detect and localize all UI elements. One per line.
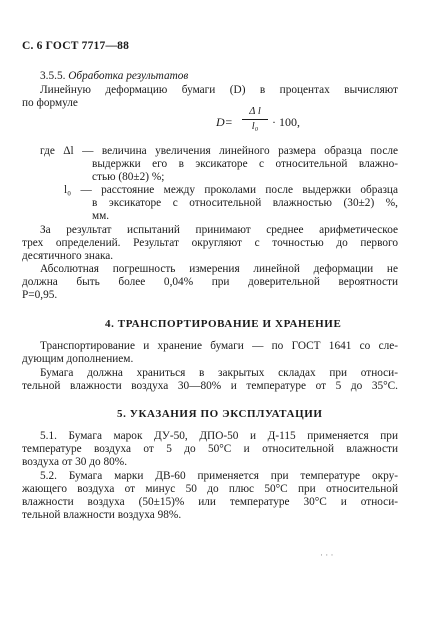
paragraph-line: За результат испытаний принимают среднее арифметическое (40, 224, 398, 236)
definition-line: мм. (92, 210, 110, 222)
definition-line: где Δl — величина увеличения линейного размера образца после (40, 145, 398, 157)
page-header: С. 6 ГОСТ 7717—88 (22, 40, 130, 52)
footer-mark: · · · (320, 550, 334, 560)
formula-denominator: l₀ (251, 121, 259, 132)
paragraph-line: тельной влажности воздуха 98%. (22, 509, 182, 521)
section-heading: 4. ТРАНСПОРТИРОВАНИЕ И ХРАНЕНИЕ (105, 318, 342, 330)
formula-numerator: Δ l (249, 106, 261, 117)
formula-rhs: · 100, (272, 115, 300, 129)
fraction-bar (242, 119, 268, 120)
paragraph-line: 5.1. Бумага марок ДУ-50, ДПО-50 и Д-115 применяется при (40, 430, 398, 442)
paragraph-line: жающего воздуха от минус 50 до плюс 50°С при относительной (22, 483, 398, 495)
paragraph-line: трех определений. Результат округляют с точностью до первого (22, 237, 398, 249)
paragraph-line: Линейную деформацию бумаги (D) в процентах вычисляют (40, 84, 398, 96)
paragraph-line: Транспортирование и хранение бумаги — по ГОСТ 1641 со сле- (40, 340, 398, 352)
section-number: 3.5.5. (40, 70, 66, 82)
definition-line: выдержки его в эксикаторе с относительной влажно- (92, 158, 398, 170)
paragraph-line: дующим дополнением. (22, 353, 134, 365)
paragraph-line: Бумага должна храниться в закрытых складах при относи- (40, 367, 398, 379)
section-title-line (40, 70, 188, 83)
definition-line: l₀ — расстояние между проколами после выдержки образца (64, 184, 398, 196)
paragraph-line: P=0,95. (22, 289, 58, 301)
paragraph-line: тельной влажности воздуха 30—80% и температуре от 5 до 35°С. (22, 380, 398, 392)
paragraph-line: Абсолютная погрешность измерения линейной деформации не (40, 263, 398, 275)
paragraph-line: по формуле (22, 97, 78, 109)
paragraph-line: температуре воздуха от 5 до 50°С и относительной влажности (22, 443, 398, 455)
formula-lhs: D= (216, 115, 233, 129)
definition-line: стью (80±2) %; (92, 171, 165, 183)
formula (216, 106, 346, 140)
section-heading: 5. УКАЗАНИЯ ПО ЭКСПЛУАТАЦИИ (117, 408, 323, 420)
paragraph-line: 5.2. Бумага марки ДВ-60 применяется при температуре окру- (40, 470, 398, 482)
paragraph-line: должна быть более 0,04% при доверительной вероятности (22, 276, 398, 288)
section-title: Обработка результатов (68, 70, 189, 82)
paragraph-line: воздуха от 30 до 80%. (22, 456, 128, 468)
paragraph-line: десятичного знака. (22, 250, 114, 262)
definition-line: в эксикаторе с относительной влажностью (30±2) %, (92, 197, 398, 209)
formula-fraction (242, 106, 268, 133)
paragraph-line: влажности воздуха (50±15)% или температуре 30°С и относи- (22, 496, 398, 508)
